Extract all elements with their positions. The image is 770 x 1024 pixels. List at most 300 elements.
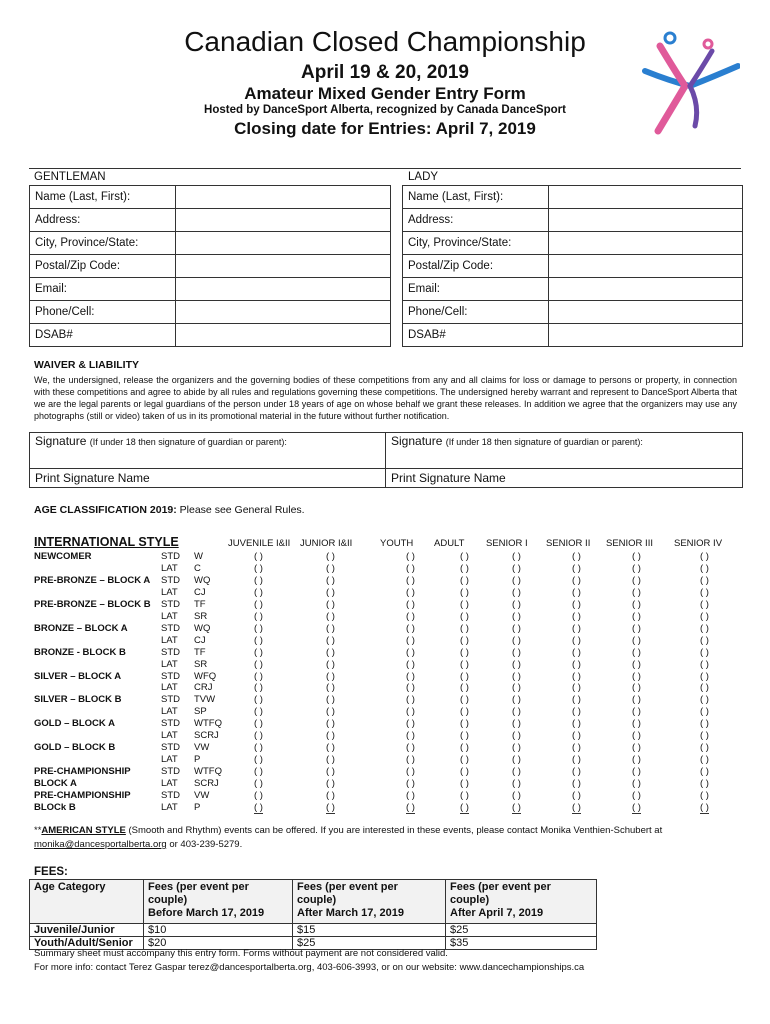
- event-checkbox[interactable]: ( ): [406, 706, 415, 718]
- event-checkbox[interactable]: ( ): [632, 682, 641, 694]
- event-checkbox[interactable]: ( ): [700, 801, 709, 813]
- event-checkbox[interactable]: ( ): [512, 586, 521, 598]
- event-checkbox[interactable]: ( ): [326, 658, 335, 670]
- event-checkbox[interactable]: ( ): [254, 551, 263, 562]
- event-checkbox[interactable]: ( ): [512, 622, 521, 634]
- event-checkbox[interactable]: ( ): [572, 586, 581, 598]
- event-checkbox[interactable]: ( ): [406, 694, 415, 706]
- event-checkbox[interactable]: ( ): [406, 562, 415, 574]
- event-checkbox[interactable]: ( ): [406, 742, 415, 754]
- lady-phone-field[interactable]: [549, 301, 742, 323]
- fees-table: [29, 879, 597, 950]
- event-checkbox[interactable]: ( ): [326, 622, 335, 634]
- gentleman-print-name-field[interactable]: [30, 469, 386, 487]
- fees-header-line: couple): [297, 894, 337, 906]
- gentleman-city-label: City, Province/State:: [30, 232, 176, 254]
- event-checkbox[interactable]: ( ): [700, 706, 709, 718]
- lady-email-field[interactable]: [549, 278, 742, 300]
- event-checkbox[interactable]: ( ): [632, 742, 641, 754]
- event-checkbox[interactable]: ( ): [326, 730, 335, 742]
- event-checkbox[interactable]: ( ): [700, 622, 709, 634]
- event-checkbox[interactable]: ( ): [406, 574, 415, 586]
- lady-city-field[interactable]: [549, 232, 742, 254]
- event-checkbox[interactable]: ( ): [326, 574, 335, 586]
- column-header: SENIOR I: [486, 538, 528, 549]
- event-checkbox[interactable]: ( ): [326, 742, 335, 754]
- gentleman-city-field[interactable]: [176, 232, 390, 254]
- event-checkbox[interactable]: ( ): [632, 574, 641, 586]
- age-classification: [34, 504, 305, 516]
- lady-dsab-label: DSAB#: [403, 324, 549, 346]
- style-label: LAT: [161, 706, 178, 718]
- event-checkbox[interactable]: ( ): [512, 718, 521, 730]
- fees-header-line: Fees (per event per: [450, 881, 551, 893]
- gentleman-signature-field[interactable]: [30, 433, 386, 469]
- event-checkbox[interactable]: ( ): [572, 598, 581, 610]
- event-checkbox[interactable]: ( ): [326, 562, 335, 574]
- event-checkbox[interactable]: ( ): [700, 694, 709, 706]
- event-checkbox[interactable]: ( ): [406, 754, 415, 766]
- contact-info: For more info: contact Terez Gaspar terez@dancesportalberta.org, 403-606-3993, or on our website: www.dancechampionships.ca: [34, 962, 585, 973]
- event-checkbox[interactable]: ( ): [406, 610, 415, 622]
- event-checkbox[interactable]: ( ): [406, 718, 415, 730]
- event-checkbox[interactable]: ( ): [460, 646, 469, 658]
- event-checkbox[interactable]: ( ): [632, 562, 641, 574]
- lady-address-field[interactable]: [549, 209, 742, 231]
- form-name: Amateur Mixed Gender Entry Form: [244, 84, 526, 103]
- fees-header-line: couple): [148, 894, 188, 906]
- event-checkbox[interactable]: ( ): [632, 646, 641, 658]
- event-checkbox[interactable]: ( ): [700, 658, 709, 670]
- fees-header-line: Fees (per event per: [297, 881, 398, 893]
- fees-cell: $25: [446, 924, 597, 937]
- style-label: LAT: [161, 754, 178, 766]
- gentleman-postal-label: Postal/Zip Code:: [30, 255, 176, 277]
- american-prefix: **: [34, 825, 42, 836]
- event-checkbox[interactable]: ( ): [460, 694, 469, 706]
- lady-phone-label: Phone/Cell:: [403, 301, 549, 323]
- dances-label: C: [194, 562, 201, 574]
- event-checkbox[interactable]: ( ): [632, 610, 641, 622]
- event-checkbox[interactable]: ( ): [254, 586, 263, 598]
- print-name-label: Print Signature Name: [35, 471, 150, 485]
- dances-label: P: [194, 754, 201, 766]
- fees-header-line: Fees (per event per: [148, 881, 249, 893]
- style-label: LAT: [161, 730, 178, 742]
- event-checkbox[interactable]: ( ): [632, 551, 641, 562]
- gentleman-box: [29, 185, 391, 347]
- lady-email-label: Email:: [403, 278, 549, 300]
- column-header: YOUTH: [380, 538, 414, 549]
- style-label: STD: [161, 694, 180, 706]
- dances-label: SCRJ: [194, 730, 219, 742]
- style-label: LAT: [161, 610, 178, 622]
- style-label: LAT: [161, 682, 178, 694]
- waiver-text: We, the undersigned, release the organizers and the governing bodies of these competitions from any and all claims for loss or damage to persons or property, in connection with these competitions and agree to abide by all rules and regulations governing these competitions. The undersigned hereby warrant and represent to DanceSport Alberta that we are the legal parents or legal guardians of the person under 18 years of age on whose behalf we grant these releases. In addition we agree that the organizers may use any photographs (still or video) taken of us in its promotional material in the future without further notification.: [34, 375, 737, 421]
- column-header: SENIOR II: [546, 538, 591, 549]
- event-checkbox[interactable]: ( ): [460, 598, 469, 610]
- event-checkbox[interactable]: ( ): [254, 598, 263, 610]
- event-checkbox[interactable]: ( ): [632, 766, 641, 778]
- event-checkbox[interactable]: ( ): [326, 801, 335, 813]
- event-checkbox[interactable]: ( ): [700, 586, 709, 598]
- gentleman-email-label: Email:: [30, 278, 176, 300]
- lady-name-field[interactable]: [549, 186, 742, 208]
- print-name-label: Print Signature Name: [391, 471, 506, 485]
- event-checkbox[interactable]: ( ): [512, 801, 521, 813]
- column-header: SENIOR IV: [674, 538, 723, 549]
- event-checkbox[interactable]: ( ): [632, 622, 641, 634]
- event-checkbox[interactable]: ( ): [460, 706, 469, 718]
- american-email-link[interactable]: monika@dancesportalberta.org: [34, 839, 167, 850]
- summary-note: Summary sheet must accompany this entry form. Forms without payment are not considered valid.: [34, 948, 448, 959]
- event-checkbox[interactable]: ( ): [406, 551, 415, 562]
- event-checkbox[interactable]: ( ): [512, 778, 521, 790]
- fees-header-line: Age Category: [34, 881, 106, 893]
- event-checkbox[interactable]: ( ): [326, 706, 335, 718]
- event-checkbox[interactable]: ( ): [512, 658, 521, 670]
- gentleman-phone-label: Phone/Cell:: [30, 301, 176, 323]
- event-checkbox[interactable]: ( ): [512, 730, 521, 742]
- event-checkbox[interactable]: ( ): [326, 766, 335, 778]
- event-checkbox[interactable]: ( ): [700, 778, 709, 790]
- event-checkbox[interactable]: ( ): [326, 586, 335, 598]
- event-checkbox[interactable]: ( ): [460, 551, 469, 562]
- event-checkbox[interactable]: ( ): [406, 730, 415, 742]
- gentleman-email-field[interactable]: [176, 278, 390, 300]
- event-checkbox[interactable]: ( ): [326, 670, 335, 682]
- event-checkbox[interactable]: ( ): [572, 682, 581, 694]
- event-checkbox[interactable]: ( ): [632, 706, 641, 718]
- event-checkbox[interactable]: ( ): [700, 766, 709, 778]
- event-checkbox[interactable]: ( ): [326, 598, 335, 610]
- event-checkbox[interactable]: ( ): [700, 730, 709, 742]
- american-phone: or 403-239-5279.: [166, 839, 243, 850]
- closing-date: Closing date for Entries: April 7, 2019: [234, 119, 536, 138]
- event-checkbox[interactable]: ( ): [254, 730, 263, 742]
- event-checkbox[interactable]: ( ): [632, 790, 641, 801]
- event-checkbox[interactable]: ( ): [406, 766, 415, 778]
- age-classification-label: AGE CLASSIFICATION 2019:: [34, 504, 177, 516]
- event-checkbox[interactable]: ( ): [700, 551, 709, 562]
- style-label: STD: [161, 574, 180, 586]
- column-header: JUNIOR I&II: [300, 538, 353, 549]
- event-checkbox[interactable]: ( ): [700, 670, 709, 682]
- event-checkbox[interactable]: ( ): [460, 754, 469, 766]
- event-checkbox[interactable]: ( ): [632, 670, 641, 682]
- dancer-logo: [640, 26, 740, 136]
- event-checkbox[interactable]: ( ): [254, 634, 263, 646]
- fees-header-line: After March 17, 2019: [297, 907, 404, 919]
- event-checkbox[interactable]: ( ): [700, 562, 709, 574]
- event-checkbox[interactable]: ( ): [460, 801, 469, 813]
- event-checkbox[interactable]: ( ): [572, 610, 581, 622]
- gentleman-heading: GENTLEMAN: [34, 171, 106, 183]
- fees-cell: $25: [293, 937, 446, 950]
- event-checkbox[interactable]: ( ): [512, 766, 521, 778]
- event-checkbox[interactable]: ( ): [254, 790, 263, 801]
- event-checkbox[interactable]: ( ): [254, 706, 263, 718]
- event-checkbox[interactable]: ( ): [700, 790, 709, 801]
- event-checkbox[interactable]: ( ): [572, 551, 581, 562]
- event-checkbox[interactable]: ( ): [632, 634, 641, 646]
- gentleman-address-label: Address:: [30, 209, 176, 231]
- event-checkbox[interactable]: ( ): [700, 634, 709, 646]
- event-checkbox[interactable]: ( ): [572, 670, 581, 682]
- event-checkbox[interactable]: ( ): [572, 754, 581, 766]
- dances-label: W: [194, 551, 203, 562]
- event-checkbox[interactable]: ( ): [572, 778, 581, 790]
- event-checkbox[interactable]: ( ): [460, 718, 469, 730]
- event-checkbox[interactable]: ( ): [632, 598, 641, 610]
- lady-box: [402, 185, 743, 347]
- event-checkbox[interactable]: ( ): [254, 574, 263, 586]
- event-checkbox[interactable]: ( ): [406, 646, 415, 658]
- dances-label: WQ: [194, 574, 211, 586]
- event-checkbox[interactable]: ( ): [254, 682, 263, 694]
- event-checkbox[interactable]: ( ): [700, 574, 709, 586]
- column-header: ADULT: [434, 538, 465, 549]
- style-label: LAT: [161, 634, 178, 646]
- event-checkbox[interactable]: ( ): [632, 778, 641, 790]
- event-checkbox[interactable]: ( ): [700, 598, 709, 610]
- event-checkbox[interactable]: ( ): [326, 551, 335, 562]
- event-checkbox[interactable]: ( ): [326, 634, 335, 646]
- dances-label: TVW: [194, 694, 216, 706]
- gentleman-name-field[interactable]: [176, 186, 390, 208]
- event-checkbox[interactable]: ( ): [572, 730, 581, 742]
- event-checkbox[interactable]: ( ): [572, 622, 581, 634]
- event-checkbox[interactable]: ( ): [460, 610, 469, 622]
- american-style-note: [34, 824, 734, 852]
- event-checkbox[interactable]: ( ): [572, 634, 581, 646]
- event-checkbox[interactable]: ( ): [460, 634, 469, 646]
- signature-note: (If under 18 then signature of guardian or parent):: [445, 437, 643, 447]
- event-checkbox[interactable]: ( ): [572, 694, 581, 706]
- event-checkbox[interactable]: ( ): [254, 801, 263, 813]
- style-label: STD: [161, 551, 180, 562]
- level-label: GOLD – BLOCK B: [34, 742, 116, 754]
- event-checkbox[interactable]: ( ): [632, 718, 641, 730]
- gentleman-dsab-label: DSAB#: [30, 324, 176, 346]
- lady-heading: LADY: [408, 171, 439, 183]
- event-checkbox[interactable]: ( ): [254, 622, 263, 634]
- fees-header-age: [30, 880, 144, 924]
- event-checkbox[interactable]: ( ): [254, 718, 263, 730]
- event-checkbox[interactable]: ( ): [572, 801, 581, 813]
- event-checkbox[interactable]: ( ): [572, 706, 581, 718]
- american-text: (Smooth and Rhythm) events can be offered. If you are interested in these events, please contact Monika Venthien-Schubert at: [125, 825, 663, 836]
- dances-label: SCRJ: [194, 778, 219, 790]
- event-checkbox[interactable]: ( ): [512, 682, 521, 694]
- event-checkbox[interactable]: ( ): [254, 658, 263, 670]
- event-checkbox[interactable]: ( ): [254, 670, 263, 682]
- style-label: STD: [161, 646, 180, 658]
- event-checkbox[interactable]: ( ): [460, 766, 469, 778]
- gentleman-dsab-field[interactable]: [176, 324, 390, 346]
- lady-dsab-field[interactable]: [549, 324, 742, 346]
- event-checkbox[interactable]: ( ): [512, 790, 521, 801]
- event-checkbox[interactable]: ( ): [254, 742, 263, 754]
- style-label: LAT: [161, 658, 178, 670]
- fees-header-line: couple): [450, 894, 490, 906]
- event-checkbox[interactable]: ( ): [512, 754, 521, 766]
- event-checkbox[interactable]: ( ): [700, 718, 709, 730]
- event-checkbox[interactable]: ( ): [512, 634, 521, 646]
- event-checkbox[interactable]: ( ): [326, 694, 335, 706]
- style-label: LAT: [161, 586, 178, 598]
- event-checkbox[interactable]: ( ): [254, 610, 263, 622]
- hosted-by: Hosted by DanceSport Alberta, recognized by Canada DanceSport: [204, 104, 566, 116]
- event-checkbox[interactable]: ( ): [512, 694, 521, 706]
- fees-cell: $15: [293, 924, 446, 937]
- level-label: GOLD – BLOCK A: [34, 718, 115, 730]
- dances-label: TF: [194, 646, 206, 658]
- style-label: STD: [161, 766, 180, 778]
- event-checkbox[interactable]: ( ): [254, 754, 263, 766]
- level-label: PRE-CHAMPIONSHIP: [34, 766, 131, 778]
- event-checkbox[interactable]: ( ): [512, 646, 521, 658]
- style-label: STD: [161, 742, 180, 754]
- lady-postal-field[interactable]: [549, 255, 742, 277]
- dances-label: VW: [194, 742, 210, 754]
- event-checkbox[interactable]: ( ): [632, 694, 641, 706]
- event-checkbox[interactable]: ( ): [254, 766, 263, 778]
- gentleman-postal-field[interactable]: [176, 255, 390, 277]
- gentleman-address-field[interactable]: [176, 209, 390, 231]
- event-checkbox[interactable]: ( ): [406, 658, 415, 670]
- event-checkbox[interactable]: ( ): [572, 574, 581, 586]
- event-checkbox[interactable]: ( ): [254, 778, 263, 790]
- event-checkbox[interactable]: ( ): [460, 670, 469, 682]
- fees-cell: Juvenile/Junior: [30, 924, 144, 937]
- column-header: SENIOR III: [606, 538, 653, 549]
- signature-label: Signature: [391, 434, 443, 448]
- gentleman-name-label: Name (Last, First):: [30, 186, 176, 208]
- event-checkbox[interactable]: ( ): [572, 562, 581, 574]
- event-checkbox[interactable]: ( ): [572, 742, 581, 754]
- dances-label: CRJ: [194, 682, 213, 694]
- dances-label: CJ: [194, 586, 206, 598]
- fees-header-after-march: [293, 880, 446, 924]
- event-checkbox[interactable]: ( ): [512, 574, 521, 586]
- event-checkbox[interactable]: ( ): [512, 562, 521, 574]
- event-checkbox[interactable]: ( ): [254, 562, 263, 574]
- style-label: LAT: [161, 778, 178, 790]
- event-checkbox[interactable]: ( ): [460, 790, 469, 801]
- page-title: Canadian Closed Championship: [184, 26, 586, 57]
- event-checkbox[interactable]: ( ): [406, 801, 415, 813]
- level-label: SILVER – BLOCK A: [34, 670, 122, 682]
- dances-label: SP: [194, 706, 207, 718]
- event-checkbox[interactable]: ( ): [460, 562, 469, 574]
- event-checkbox[interactable]: ( ): [326, 790, 335, 801]
- lady-name-label: Name (Last, First):: [403, 186, 549, 208]
- event-checkbox[interactable]: ( ): [460, 742, 469, 754]
- signature-label: Signature: [35, 434, 87, 448]
- event-checkbox[interactable]: ( ): [700, 646, 709, 658]
- event-checkbox[interactable]: ( ): [326, 754, 335, 766]
- event-checkbox[interactable]: ( ): [632, 658, 641, 670]
- event-checkbox[interactable]: ( ): [326, 610, 335, 622]
- event-checkbox[interactable]: ( ): [460, 778, 469, 790]
- event-checkbox[interactable]: ( ): [254, 694, 263, 706]
- event-checkbox[interactable]: ( ): [406, 598, 415, 610]
- waiver-heading: WAIVER & LIABILITY: [34, 359, 139, 371]
- event-checkbox[interactable]: ( ): [632, 730, 641, 742]
- style-label: STD: [161, 598, 180, 610]
- dances-label: VW: [194, 790, 210, 801]
- lady-city-label: City, Province/State:: [403, 232, 549, 254]
- event-checkbox[interactable]: ( ): [406, 670, 415, 682]
- event-checkbox[interactable]: ( ): [406, 634, 415, 646]
- event-checkbox[interactable]: ( ): [460, 586, 469, 598]
- fees-cell: $10: [144, 924, 293, 937]
- fees-cell: $20: [144, 937, 293, 950]
- dances-label: WFQ: [194, 670, 217, 682]
- fees-row: [30, 924, 597, 937]
- level-label: BLOCk B: [34, 801, 76, 813]
- event-checkbox[interactable]: ( ): [512, 610, 521, 622]
- event-checkbox[interactable]: ( ): [572, 790, 581, 801]
- lady-signature-field[interactable]: [386, 433, 742, 469]
- event-checkbox[interactable]: ( ): [700, 610, 709, 622]
- event-checkbox[interactable]: ( ): [326, 778, 335, 790]
- dances-label: WTFQ: [194, 718, 222, 730]
- age-classification-note: Please see General Rules.: [179, 504, 305, 516]
- event-checkbox[interactable]: ( ): [326, 646, 335, 658]
- event-checkbox[interactable]: ( ): [460, 682, 469, 694]
- event-checkbox[interactable]: ( ): [406, 682, 415, 694]
- event-checkbox[interactable]: ( ): [460, 622, 469, 634]
- gentleman-phone-field[interactable]: [176, 301, 390, 323]
- event-checkbox[interactable]: ( ): [632, 586, 641, 598]
- event-checkbox[interactable]: ( ): [572, 718, 581, 730]
- event-dates: April 19 & 20, 2019: [301, 62, 469, 83]
- event-checkbox[interactable]: ( ): [406, 790, 415, 801]
- signature-box: [29, 432, 743, 488]
- event-checkbox[interactable]: ( ): [512, 742, 521, 754]
- event-checkbox[interactable]: ( ): [460, 658, 469, 670]
- event-checkbox[interactable]: ( ): [406, 778, 415, 790]
- level-label: PRE-BRONZE – BLOCK A: [34, 574, 151, 586]
- event-checkbox[interactable]: ( ): [326, 682, 335, 694]
- lady-print-name-field[interactable]: [386, 469, 742, 487]
- style-label: STD: [161, 670, 180, 682]
- event-checkbox[interactable]: ( ): [700, 682, 709, 694]
- event-checkbox[interactable]: ( ): [254, 646, 263, 658]
- dances-label: P: [194, 801, 201, 813]
- event-checkbox[interactable]: ( ): [572, 658, 581, 670]
- event-checkbox[interactable]: ( ): [326, 718, 335, 730]
- event-checkbox[interactable]: ( ): [572, 646, 581, 658]
- style-label: STD: [161, 718, 180, 730]
- event-checkbox[interactable]: ( ): [512, 598, 521, 610]
- event-checkbox[interactable]: ( ): [632, 801, 641, 813]
- event-checkbox[interactable]: ( ): [572, 766, 581, 778]
- event-checkbox[interactable]: ( ): [512, 551, 521, 562]
- event-checkbox[interactable]: ( ): [700, 742, 709, 754]
- event-checkbox[interactable]: ( ): [512, 706, 521, 718]
- dances-label: WTFQ: [194, 766, 222, 778]
- event-checkbox[interactable]: ( ): [460, 574, 469, 586]
- event-checkbox[interactable]: ( ): [406, 622, 415, 634]
- event-checkbox[interactable]: ( ): [406, 586, 415, 598]
- event-checkbox[interactable]: ( ): [632, 754, 641, 766]
- event-checkbox[interactable]: ( ): [512, 670, 521, 682]
- event-checkbox[interactable]: ( ): [700, 754, 709, 766]
- event-checkbox[interactable]: ( ): [460, 730, 469, 742]
